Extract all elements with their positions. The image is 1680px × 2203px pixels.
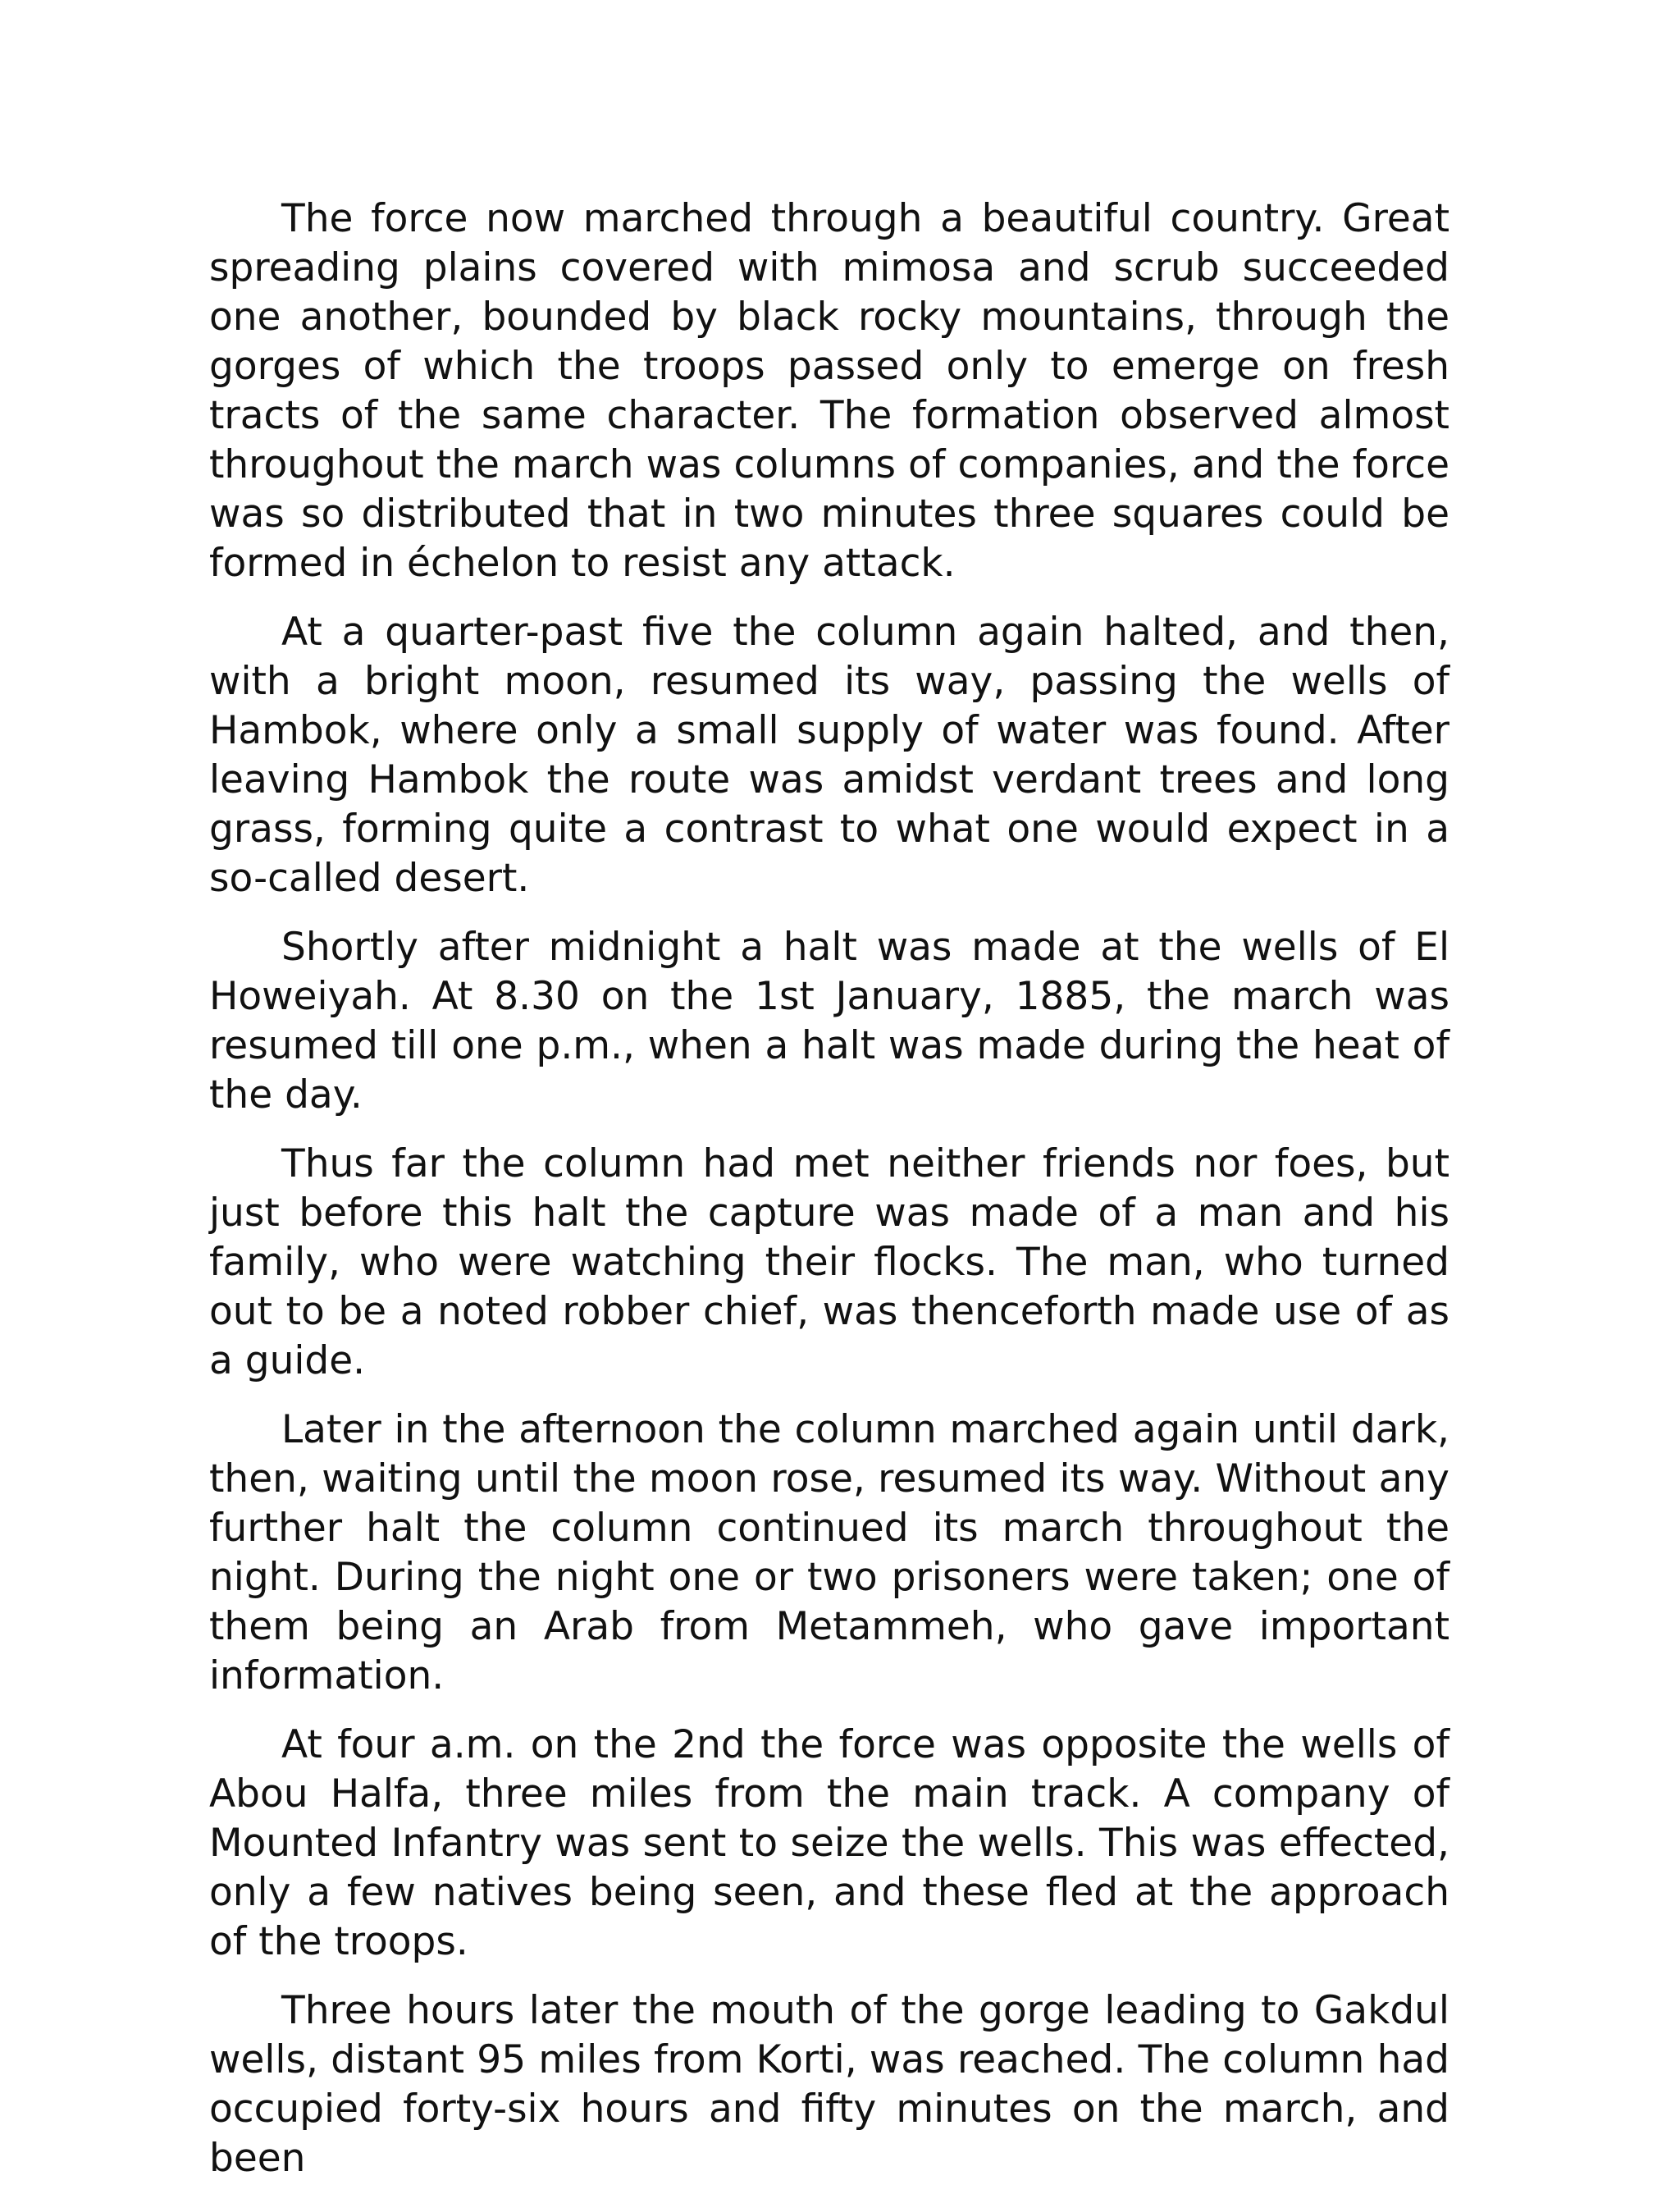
paragraph-4: Thus far the column had met neither friends nor foes, but just before this halt the capture was made of a man and his family, who were watching their flocks. The man, who turned out to be a noted robber chief, was thenceforth made use of as a guide. — [209, 1141, 1449, 1383]
paragraph-7: Three hours later the mouth of the gorge leading to Gakdul wells, distant 95 miles from Korti, was reached. The column had occupied forty-six hours and fifty minutes on the march, and been — [209, 1988, 1449, 2181]
paragraph-3: Shortly after midnight a halt was made at the wells of El Howeiyah. At 8.30 on the 1st January, 1885, the march was resumed till one p.m., when a halt was made during the heat of the day. — [209, 925, 1449, 1117]
paragraph-5: Later in the afternoon the column marched again until dark, then, waiting until the moon rose, resumed its way. Without any further halt the column continued its march throughout the night. During the night one or two prisoners were taken; one of them being an Arab from Metammeh, who gave important information. — [209, 1407, 1449, 1698]
body-text — [209, 194, 1449, 2203]
paragraph-1: The force now marched through a beautiful country. Great spreading plains covered with mimosa and scrub succeeded one another, bounded by black rocky mountains, through the gorges of which the troops passed only to emerge on fresh tracts of the same character. The formation observed almost throughout the march was columns of companies, and the force was so distributed that in two minutes three squares could be formed in échelon to resist any attack. — [209, 196, 1449, 586]
paragraph-6: At four a.m. on the 2nd the force was opposite the wells of Abou Halfa, three miles from the main track. A company of Mounted Infantry was sent to seize the wells. This was effected, only a few natives being seen, and these fled at the approach of the troops. — [209, 1722, 1449, 1964]
paragraph-2: At a quarter-past five the column again halted, and then, with a bright moon, resumed its way, passing the wells of Hambok, where only a small supply of water was found. After leaving Hambok the route was amidst verdant trees and long grass, forming quite a contrast to what one would expect in a so-called desert. — [209, 610, 1449, 901]
